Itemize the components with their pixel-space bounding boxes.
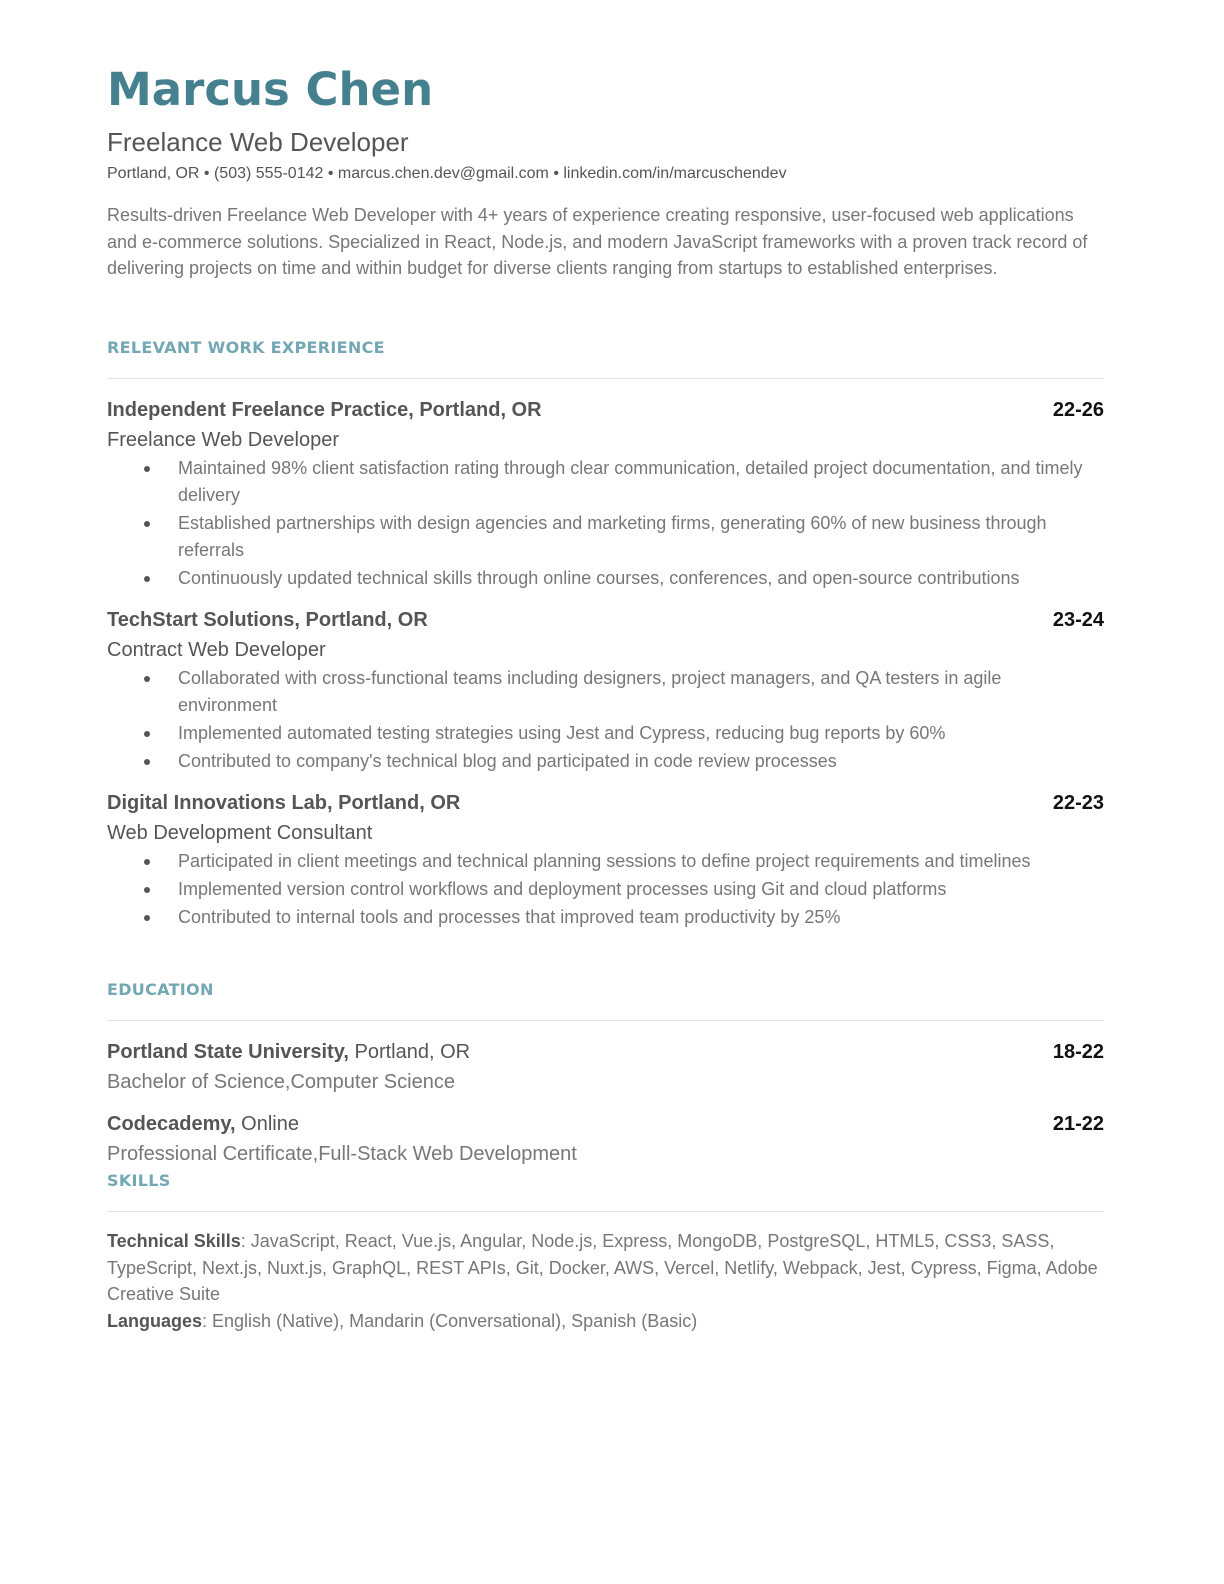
job-bullet: Implemented automated testing strategies using Jest and Cypress, reducing bug reports by 60% (107, 720, 1104, 747)
candidate-headline: Freelance Web Developer (107, 127, 409, 157)
experience-divider (107, 378, 1104, 379)
job-header (107, 788, 1104, 818)
job-bullets (107, 848, 1104, 931)
job-bullet: Established partnerships with design agencies and marketing firms, generating 60% of new business through referrals (107, 510, 1104, 564)
job-bullet: Collaborated with cross-functional teams including designers, project managers, and QA testers in agile environment (107, 665, 1104, 719)
job-dates: 22-23 (1052, 792, 1104, 814)
job-bullet: Contributed to company's technical blog and participated in code review processes (107, 748, 1104, 775)
job-role: Contract Web Developer (107, 639, 326, 661)
job-dates: 22-26 (1052, 399, 1104, 421)
job-role: Web Development Consultant (107, 822, 373, 844)
job-entry (107, 788, 1104, 932)
technical-skills (107, 1228, 1104, 1308)
school-name: Codecademy, (107, 1113, 236, 1135)
skills-block (107, 1228, 1104, 1335)
education-entry (107, 1109, 1104, 1169)
job-bullet: Maintained 98% client satisfaction rating through clear communication, detailed project documentation, and timely delivery (107, 455, 1104, 509)
skills-divider (107, 1211, 1104, 1212)
technical-skills-list: : JavaScript, React, Vue.js, Angular, Node.js, Express, MongoDB, PostgreSQL, HTML5, CSS3, SASS, TypeScript, Next.js, Nuxt.js, GraphQL, REST APIs, Git, Docker, AWS, Vercel, Netlify, Webpack, Jest, Cypress, Figma, Adobe Creative Suite (107, 1231, 1098, 1305)
job-bullet: Participated in client meetings and technical planning sessions to define project requirements and timelines (107, 848, 1104, 875)
job-bullets (107, 665, 1104, 775)
languages (107, 1308, 1104, 1335)
school-location: Portland, OR (348, 1041, 471, 1063)
education-entry (107, 1037, 1104, 1097)
job-header (107, 395, 1104, 425)
education-header (107, 1037, 1104, 1067)
job-role: Freelance Web Developer (107, 429, 339, 451)
education-institution (107, 1037, 470, 1067)
education-divider (107, 1020, 1104, 1021)
education-institution (107, 1109, 299, 1139)
education-dates: 21-22 (1052, 1113, 1104, 1135)
education-degree: Professional Certificate,Full-Stack Web Development (107, 1143, 577, 1165)
professional-summary: Results-driven Freelance Web Developer with 4+ years of experience creating responsive, user-focused web applications and e-commerce solutions. Specialized in React, Node.js, and modern JavaScript frameworks with a proven track record of delivering projects on time and within budget for diverse clients ranging from startups to established enterprises. (107, 205, 1088, 279)
education-section-title: EDUCATION (107, 980, 214, 999)
skills-section-title: SKILLS (107, 1171, 171, 1190)
education-degree: Bachelor of Science,Computer Science (107, 1071, 455, 1093)
candidate-name: Marcus Chen (107, 63, 434, 116)
job-bullet: Continuously updated technical skills through online courses, conferences, and open-source contributions (107, 565, 1104, 592)
school-location: Online (235, 1113, 299, 1135)
contact-line: Portland, OR • (503) 555-0142 • marcus.chen.dev@gmail.com • linkedin.com/in/marcuschendev (107, 165, 787, 182)
experience-section-title: RELEVANT WORK EXPERIENCE (107, 338, 385, 357)
languages-label: Languages (107, 1311, 203, 1332)
languages-list: : English (Native), Mandarin (Conversational), Spanish (Basic) (202, 1311, 698, 1332)
job-entry (107, 395, 1104, 593)
school-name: Portland State University, (107, 1041, 349, 1063)
job-header (107, 605, 1104, 635)
job-organization: TechStart Solutions, Portland, OR (107, 609, 428, 631)
job-organization: Independent Freelance Practice, Portland, OR (107, 399, 542, 421)
technical-skills-label: Technical Skills (107, 1231, 241, 1251)
job-bullet: Implemented version control workflows and deployment processes using Git and cloud platforms (107, 876, 1104, 903)
job-entry (107, 605, 1104, 776)
job-bullet: Contributed to internal tools and processes that improved team productivity by 25% (107, 904, 1104, 931)
job-bullets (107, 455, 1104, 592)
education-dates: 18-22 (1052, 1041, 1104, 1063)
job-dates: 23-24 (1052, 609, 1104, 631)
education-header (107, 1109, 1104, 1139)
job-organization: Digital Innovations Lab, Portland, OR (107, 792, 461, 814)
